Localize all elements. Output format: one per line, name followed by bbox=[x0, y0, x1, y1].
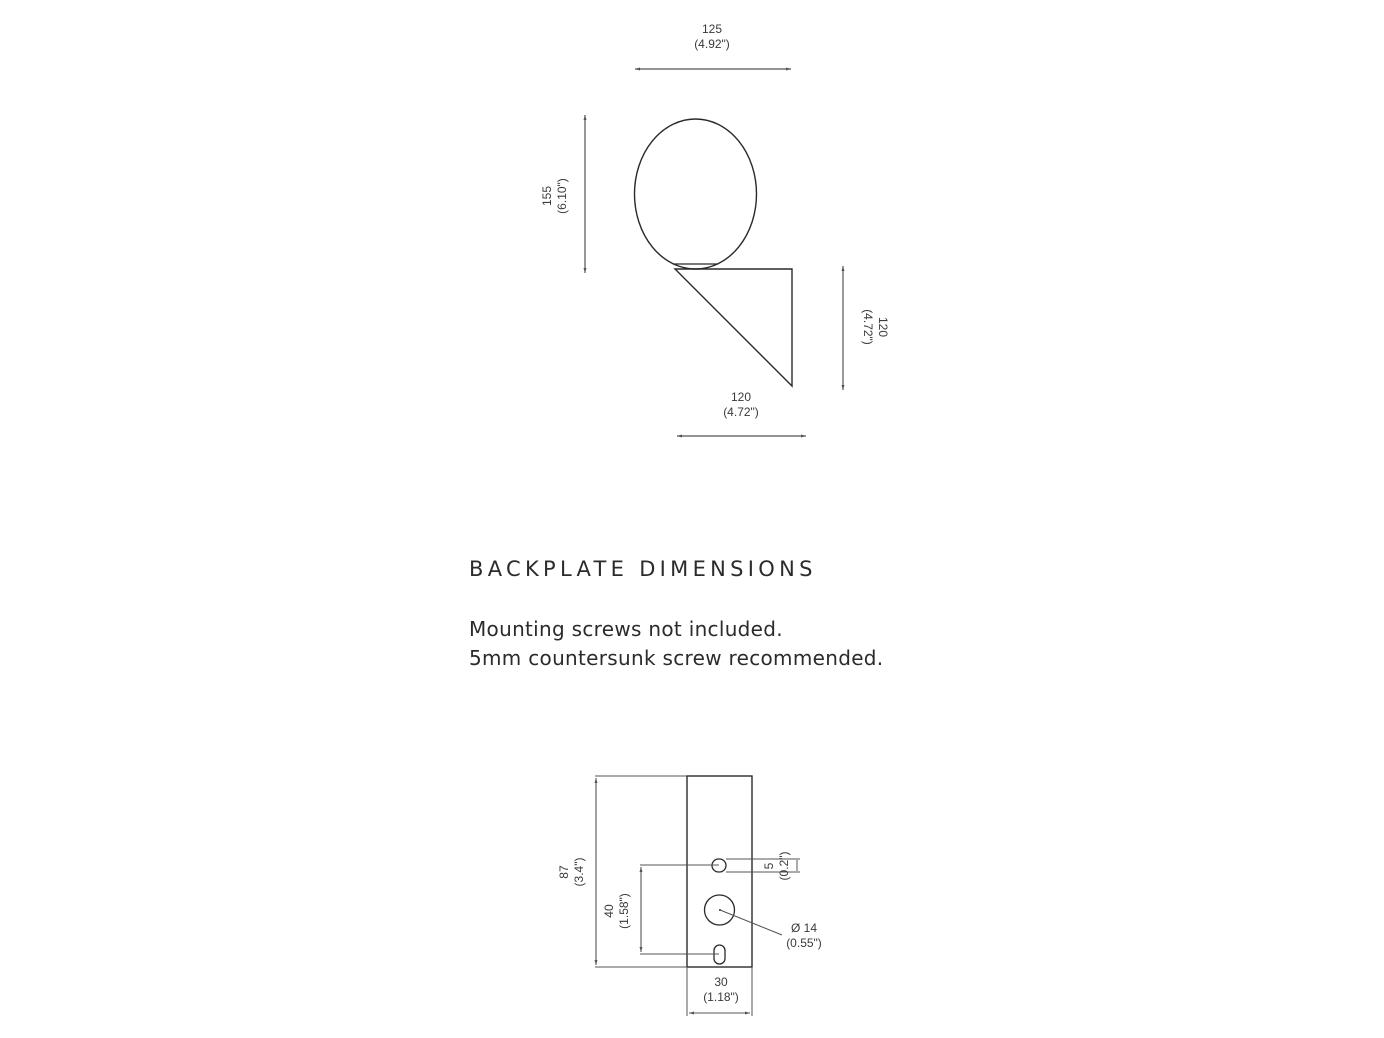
dim-value-mm: Ø 14 bbox=[790, 921, 817, 935]
arm-triangle-shape bbox=[675, 269, 792, 386]
dim-value-mm: 120 bbox=[730, 390, 752, 404]
dim-value-in: (0.55") bbox=[786, 936, 822, 950]
dim-value-in: (4.72") bbox=[723, 405, 759, 419]
dim-value-in: (6.10") bbox=[555, 178, 569, 214]
dim-value-mm: 30 bbox=[714, 975, 728, 989]
dim-value-mm: 40 bbox=[602, 904, 616, 918]
dim-value-mm: 5 bbox=[762, 862, 776, 870]
dim-value-in: (0.2") bbox=[777, 851, 791, 881]
dim-value-mm: 125 bbox=[701, 22, 723, 36]
dim-label-slot-height bbox=[762, 826, 792, 906]
dim-value-in: (4.92") bbox=[694, 37, 730, 51]
dim-label-hole-spacing bbox=[602, 871, 632, 951]
dim-label-backplate-width bbox=[681, 975, 761, 1005]
dim-label-arm-height bbox=[860, 287, 890, 367]
dim-label-arm-width bbox=[701, 390, 781, 420]
dim-label-lamp-width bbox=[672, 22, 752, 52]
dim-value-mm: 120 bbox=[876, 316, 890, 338]
dim-value-mm: 155 bbox=[540, 185, 554, 207]
dim-value-in: (4.72") bbox=[861, 309, 875, 345]
globe-shape bbox=[635, 119, 757, 269]
dim-value-in: (1.18") bbox=[703, 990, 739, 1004]
section-heading: BACKPLATE DIMENSIONS bbox=[469, 557, 817, 581]
dim-value-in: (3.4") bbox=[572, 857, 586, 887]
dim-line-hole-spacing bbox=[640, 865, 719, 954]
dim-label-backplate-height bbox=[557, 832, 587, 912]
dim-label-globe-height bbox=[540, 156, 570, 236]
dim-label-center-hole bbox=[764, 921, 844, 951]
dim-value-mm: 87 bbox=[557, 865, 571, 879]
note-line-1: Mounting screws not included. bbox=[469, 617, 783, 641]
note-line-2: 5mm countersunk screw recommended. bbox=[469, 646, 884, 670]
dim-value-in: (1.58") bbox=[617, 893, 631, 929]
